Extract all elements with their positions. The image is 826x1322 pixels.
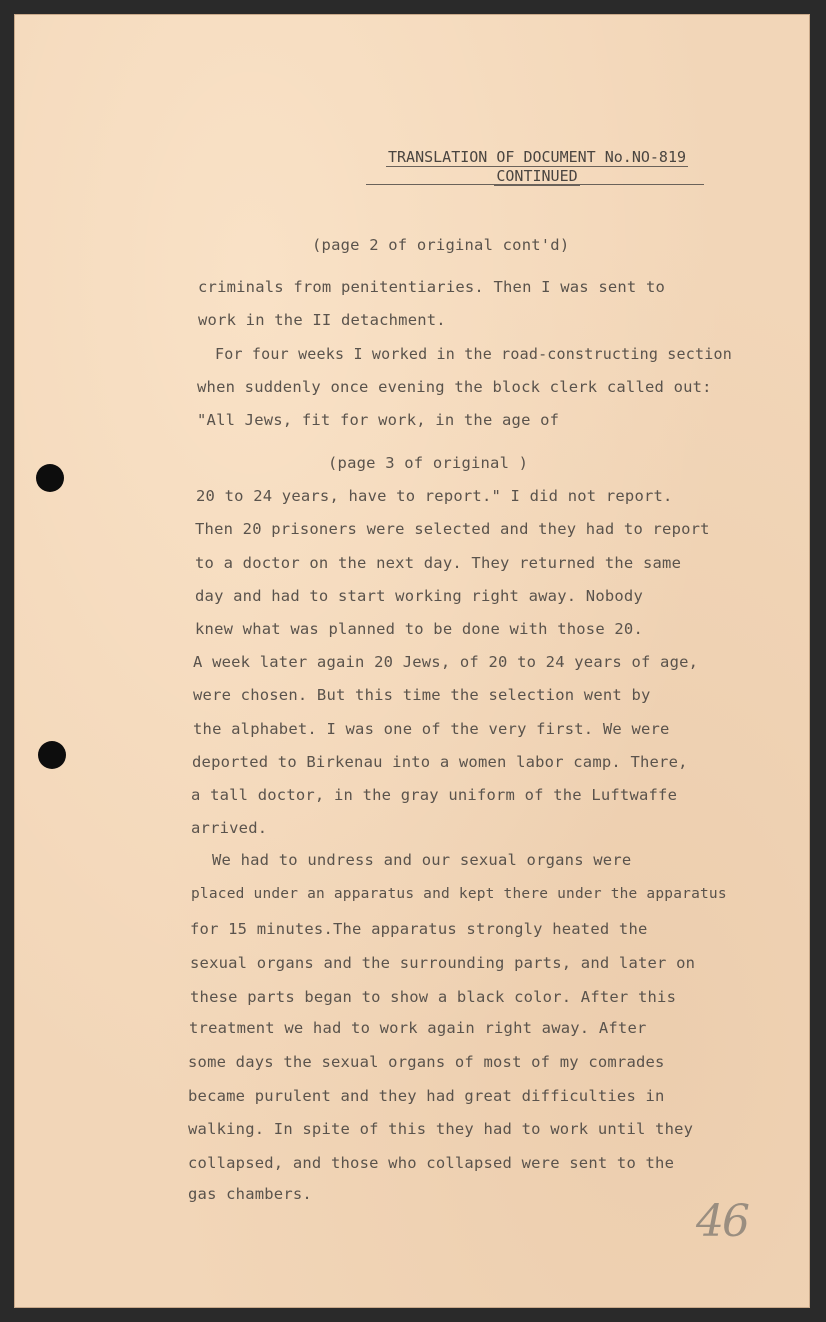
body-line: 20 to 24 years, have to report." I did not report. — [196, 487, 673, 505]
body-line: a tall doctor, in the gray uniform of the Luftwaffe — [191, 786, 678, 804]
body-line: to a doctor on the next day. They returned the same — [195, 554, 682, 572]
body-line: these parts began to show a black color. After this — [190, 988, 677, 1006]
body-line: when suddenly once evening the block clerk called out: — [197, 378, 712, 396]
body-line: treatment we had to work again right away. After — [189, 1019, 647, 1037]
body-line: We had to undress and our sexual organs were — [212, 851, 632, 869]
header-title: TRANSLATION OF DOCUMENT No.NO-819 — [387, 148, 686, 166]
page-reference-note: (page 2 of original cont'd) — [312, 236, 570, 254]
body-line: the alphabet. I was one of the very first. We were — [193, 720, 670, 738]
body-line: walking. In spite of this they had to work until they — [188, 1120, 694, 1138]
body-line: collapsed, and those who collapsed were sent to the — [188, 1154, 675, 1172]
body-line: some days the sexual organs of most of my comrades — [188, 1053, 665, 1071]
page-reference-note: (page 3 of original ) — [328, 454, 529, 472]
body-line: arrived. — [191, 819, 268, 837]
body-line: gas chambers. — [188, 1185, 312, 1203]
body-line: A week later again 20 Jews, of 20 to 24 years of age, — [193, 653, 699, 671]
body-line: became purulent and they had great difficulties in — [188, 1087, 665, 1105]
body-line: Then 20 prisoners were selected and they had to report — [195, 520, 710, 538]
body-line: for 15 minutes.The apparatus strongly heated the — [190, 920, 648, 938]
header-rule — [366, 184, 704, 185]
body-line: criminals from penitentiaries. Then I was sent to — [198, 278, 666, 296]
body-line: For four weeks I worked in the road-constructing section — [215, 345, 732, 363]
body-line: work in the II detachment. — [198, 311, 446, 329]
body-line: were chosen. But this time the selection went by — [193, 686, 651, 704]
document-header — [368, 148, 706, 186]
punch-hole-lower — [38, 741, 66, 769]
body-line: "All Jews, fit for work, in the age of — [197, 411, 560, 429]
body-line: sexual organs and the surrounding parts, and later on — [190, 954, 696, 972]
handwritten-page-number: 46 — [696, 1196, 748, 1247]
body-line: day and had to start working right away. Nobody — [195, 587, 643, 605]
body-line: knew what was planned to be done with those 20. — [195, 620, 643, 638]
body-line: deported to Birkenau into a women labor camp. There, — [192, 753, 688, 771]
body-line: placed under an apparatus and kept there under the apparatus — [191, 886, 727, 902]
header-subtitle: CONTINUED — [496, 167, 578, 185]
punch-hole-upper — [36, 464, 64, 492]
